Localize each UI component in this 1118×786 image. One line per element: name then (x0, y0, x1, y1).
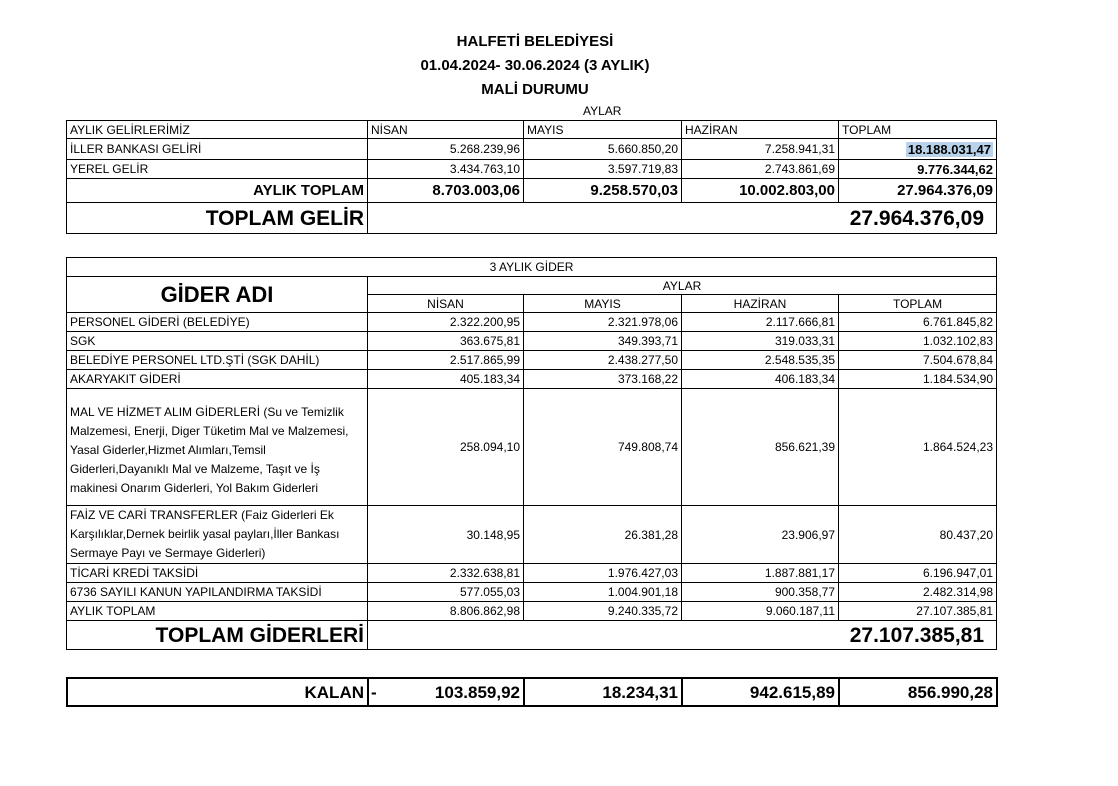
expense-cell: 319.033,31 (682, 332, 839, 351)
expense-row-label: MAL VE HİZMET ALIM GİDERLERİ (Su ve Temizlik Malzemesi, Enerji, Diger Tüketim Mal ve Malzemesi, Yasal Giderler,Hizmet Alımları,Temsil Giderleri,Dayanıklı Mal ve Malzeme, Taşıt ve İş makinesi Onarım Giderleri, Yol Bakım Giderleri (67, 389, 368, 506)
expense-cell: 1.976.427,03 (524, 564, 682, 583)
expense-cell: 2.321.978,06 (524, 313, 682, 332)
expense-cell: 577.055,03 (368, 583, 524, 602)
expense-grand-total-label: TOPLAM GİDERLERİ (67, 621, 368, 650)
expense-header-total: TOPLAM (839, 295, 997, 313)
expense-cell: 363.675,81 (368, 332, 524, 351)
expense-cell: 1.004.901,18 (524, 583, 682, 602)
expense-months-caption: AYLAR (368, 277, 997, 295)
expense-cell: 30.148,95 (368, 506, 524, 564)
remainder-table (66, 677, 998, 707)
remainder-sign: - (371, 683, 377, 702)
expense-cell: 856.621,39 (682, 389, 839, 506)
income-cell: 5.660.850,20 (524, 139, 682, 160)
expense-cell: 23.906,97 (682, 506, 839, 564)
income-monthly-total-row (67, 179, 997, 203)
expense-row (67, 370, 997, 389)
expense-row (67, 332, 997, 351)
expense-cell: 1.184.534,90 (839, 370, 997, 389)
expense-header-may: MAYIS (524, 295, 682, 313)
expense-row-label: AKARYAKIT GİDERİ (67, 370, 368, 389)
income-cell-total: 9.776.344,62 (839, 160, 997, 179)
expense-header-row (67, 277, 997, 295)
expense-row-label: SGK (67, 332, 368, 351)
expense-row-label: PERSONEL GİDERİ (BELEDİYE) (67, 313, 368, 332)
income-row-label: YEREL GELİR (67, 160, 368, 179)
income-cell: 3.434.763,10 (368, 160, 524, 179)
income-monthly-total-label: AYLIK TOPLAM (67, 179, 368, 203)
expense-header-april: NİSAN (368, 295, 524, 313)
remainder-label: KALAN (67, 678, 368, 706)
expense-cell: 749.808,74 (524, 389, 682, 506)
expense-cell: 26.381,28 (524, 506, 682, 564)
income-cell-total[interactable] (839, 139, 997, 160)
expense-row (67, 564, 997, 583)
income-header-row (67, 121, 997, 139)
expense-monthly-total-cell: 9.240.335,72 (524, 602, 682, 621)
expense-row-label: BELEDİYE PERSONEL LTD.ŞTİ (SGK DAHİL) (67, 351, 368, 370)
remainder-cell (368, 678, 524, 706)
income-monthly-total-cell: 9.258.570,03 (524, 179, 682, 203)
expense-row-label: FAİZ VE CARİ TRANSFERLER (Faiz Giderleri Ek Karşılıklar,Dernek beirlik yasal payları,İller Bankası Sermaye Payı ve Sermaye Giderleri) (67, 506, 368, 564)
expense-cell: 7.504.678,84 (839, 351, 997, 370)
expense-cell: 349.393,71 (524, 332, 682, 351)
expense-cell: 2.322.200,95 (368, 313, 524, 332)
expense-cell: 1.887.881,17 (682, 564, 839, 583)
expense-grand-total-value: 27.107.385,81 (368, 621, 997, 650)
remainder-cell: 942.615,89 (682, 678, 839, 706)
income-table (66, 120, 997, 234)
expense-cell: 258.094,10 (368, 389, 524, 506)
expense-row (67, 506, 997, 564)
expense-cell: 6.196.947,01 (839, 564, 997, 583)
income-header-total: TOPLAM (839, 121, 997, 139)
expense-cell: 406.183,34 (682, 370, 839, 389)
expense-cell: 2.332.638,81 (368, 564, 524, 583)
expense-cell: 405.183,34 (368, 370, 524, 389)
expense-monthly-total-cell: 27.107.385,81 (839, 602, 997, 621)
expense-name-header: GİDER ADI (67, 277, 368, 313)
expense-cell: 1.864.524,23 (839, 389, 997, 506)
income-cell: 7.258.941,31 (682, 139, 839, 160)
expense-cell: 80.437,20 (839, 506, 997, 564)
title-financial-status: MALİ DURUMU (481, 81, 589, 98)
remainder-cell: 856.990,28 (839, 678, 997, 706)
expense-row-label: 6736 SAYILI KANUN YAPILANDIRMA TAKSİDİ (67, 583, 368, 602)
income-row (67, 160, 997, 179)
expense-title: 3 AYLIK GİDER (67, 258, 997, 277)
expense-cell: 2.548.535,35 (682, 351, 839, 370)
income-months-caption: AYLAR (583, 104, 622, 118)
expense-cell: 2.117.666,81 (682, 313, 839, 332)
income-header-may: MAYIS (524, 121, 682, 139)
expense-cell: 2.517.865,99 (368, 351, 524, 370)
income-monthly-total-cell: 10.002.803,00 (682, 179, 839, 203)
selected-cell-highlight[interactable]: 18.188.031,47 (907, 141, 991, 157)
income-monthly-total-cell: 8.703.003,06 (368, 179, 524, 203)
remainder-value: 103.859,92 (434, 682, 520, 702)
expense-row (67, 583, 997, 602)
income-grand-total-value: 27.964.376,09 (368, 203, 997, 234)
remainder-cell: 18.234,31 (524, 678, 682, 706)
expense-monthly-total-label: AYLIK TOPLAM (67, 602, 368, 621)
expense-cell: 2.438.277,50 (524, 351, 682, 370)
remainder-row (67, 678, 997, 706)
expense-title-row (67, 258, 997, 277)
expense-monthly-total-cell: 9.060.187,11 (682, 602, 839, 621)
expense-header-june: HAZİRAN (682, 295, 839, 313)
income-cell: 5.268.239,96 (368, 139, 524, 160)
expense-table (66, 257, 997, 650)
income-cell: 3.597.719,83 (524, 160, 682, 179)
expense-cell: 900.358,77 (682, 583, 839, 602)
income-header-june: HAZİRAN (682, 121, 839, 139)
title-period: 01.04.2024- 30.06.2024 (3 AYLIK) (420, 57, 650, 74)
expense-row (67, 313, 997, 332)
income-monthly-total-cell: 27.964.376,09 (839, 179, 997, 203)
income-cell: 2.743.861,69 (682, 160, 839, 179)
income-row (67, 139, 997, 160)
expense-cell: 1.032.102,83 (839, 332, 997, 351)
expense-cell: 2.482.314,98 (839, 583, 997, 602)
income-header-april: NİSAN (368, 121, 524, 139)
expense-row (67, 389, 997, 506)
income-grand-total-row (67, 203, 997, 234)
expense-grand-total-row (67, 621, 997, 650)
expense-monthly-total-row (67, 602, 997, 621)
title-municipality: HALFETİ BELEDİYESİ (456, 33, 614, 50)
expense-row-label: TİCARİ KREDİ TAKSİDİ (67, 564, 368, 583)
income-header-label: AYLIK GELİRLERİMİZ (67, 121, 368, 139)
expense-cell: 373.168,22 (524, 370, 682, 389)
expense-cell: 6.761.845,82 (839, 313, 997, 332)
expense-monthly-total-cell: 8.806.862,98 (368, 602, 524, 621)
income-grand-total-label: TOPLAM GELİR (67, 203, 368, 234)
income-row-label: İLLER BANKASI GELİRİ (67, 139, 368, 160)
expense-row (67, 351, 997, 370)
